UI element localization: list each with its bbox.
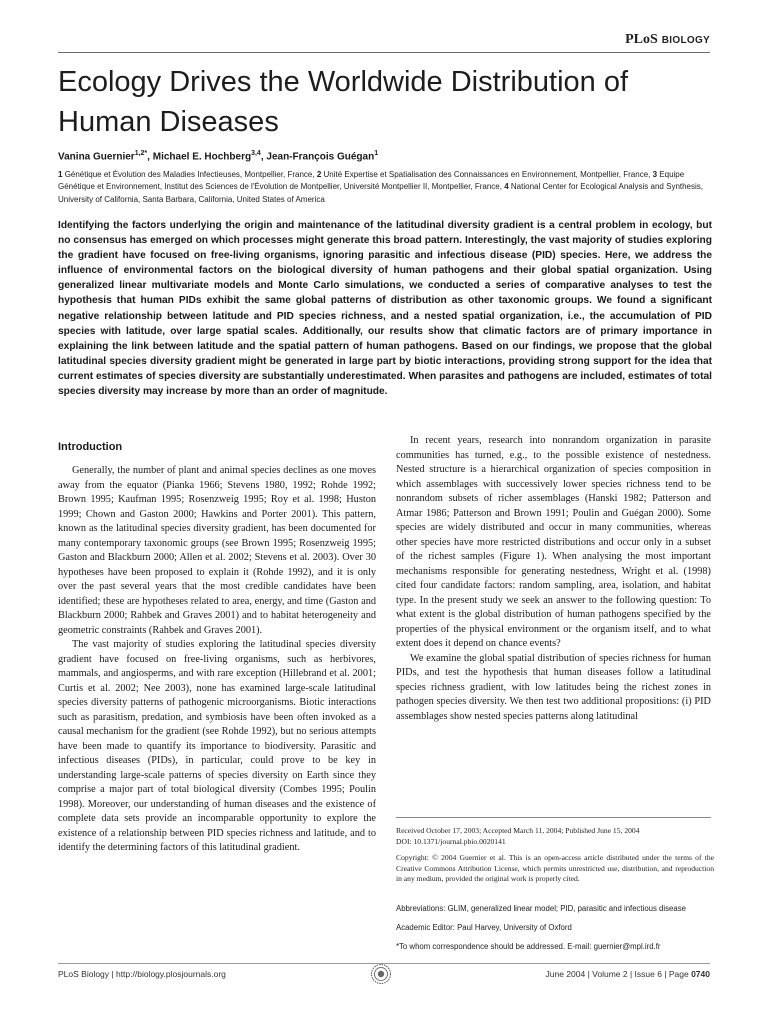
author-separator: , <box>260 151 267 163</box>
correspondence: *To whom correspondence should be addressed. E-mail: guernier@mpl.ird.fr <box>396 942 661 951</box>
affiliation-number: 1 <box>58 170 63 179</box>
footer-citation <box>546 968 710 980</box>
affiliation-number: 3 <box>652 170 658 179</box>
article-title: Ecology Drives the Worldwide Distribution of Human Diseases <box>58 66 629 138</box>
author-list <box>58 147 708 164</box>
plos-seal-icon <box>370 963 392 985</box>
body-paragraph: We examine the global spatial distribution of species richness for human PIDs, and test the hypothesis that human diseases follow a latitudinal species richness gradient, with low latitudes being the richest zones in pathogen species diversity. We then test two additional propositions: (i) PID assemblages show nested species patterns along latitudinal <box>396 652 711 722</box>
author-affiliation-marker: 1,2* <box>134 150 148 157</box>
affiliation-number: 2 <box>316 170 322 179</box>
header-divider <box>58 52 710 53</box>
article-history <box>396 826 714 847</box>
abstract: Identifying the factors underlying the origin and maintenance of the latitudinal diversity gradient is a central problem in ecology, but no consensus has emerged on which processes might generate this broad pattern. Interestingly, the vast majority of studies exploring the gradient have focused on free-living organisms, ignoring parasitic and infectious disease (PID) species. Here, we address the influence of environmental factors on the biological diversity of human pathogens and their global spatial organization. Using generalized linear multivariate models and Monte Carlo simulations, we conducted a series of comparative analyses to test the hypothesis that human PIDs exhibit the same global patterns of distribution as other taxonomic groups. We found a significant negative relationship between latitude and PID species richness, and a nested spatial organization, i.e., the accumulation of PID species with latitude, over large spatial scales. Additionally, our results show that climatic factors are of primary importance in explaining the link between latitude and the spatial pattern of human pathogens. Based on our findings, we propose that the global latitudinal species diversity gradient might be generated in large part by biotic interactions, providing strong support for the idea that current estimates of species diversity are substantially underestimated. When parasites and pathogens are included, estimates of total species diversity may increase by more than an order of magnitude. <box>58 220 712 398</box>
affiliation-text: Génétique et Évolution des Maladies Infectieuses, Montpellier, France, <box>64 170 315 179</box>
body-paragraph: In recent years, research into nonrandom organization in parasite communities has turned, e.g., to the possible existence of nestedness. Nested structure is a hierarchical organization of species composition in which assemblages with successively lower species richness tend to be nonrandom subsets of richer assemblages (Hanski 1982; Patterson and Atmar 1986; Patterson and Brown 1991; Poulin and Guégan 2000). Some species are widely distributed and occur in many communities, whereas other species have more restricted distributions and occur only in a subset of the richest samples (Figure 1). When analysing the most important mechanisms responsible for generating nestedness, Wright et al. (1998) cited four candidate factors: random sampling, area, isolation, and habitat type. In the present study we seek an answer to the following question: To what extent is the global distribution of human pathogens specified by the properties of the physical environment or the organism itself, and to what extent does it depend on chance events? <box>396 435 711 649</box>
author-name: Vanina Guernier <box>58 151 135 163</box>
author-name: Jean-François Guégan <box>266 151 375 163</box>
affiliation-number: 4 <box>504 182 509 192</box>
received-dates: Received October 17, 2003; Accepted March 11, 2004; Published June 15, 2004 <box>396 826 640 835</box>
author-affiliation-marker: 3,4 <box>251 150 261 157</box>
academic-editor: Academic Editor: Paul Harvey, University of Oxford <box>396 923 572 932</box>
affiliation-text: Equipe Génétique et Environnement, Institut des Sciences de l'Évolution de Montpellier, Université Montpellier II, Montpellier, France, <box>58 170 685 192</box>
author-separator: , <box>147 151 153 163</box>
body-paragraph: Generally, the number of plant and animal species declines as one moves away from the equator (Pianka 1966; Stevens 1980, 1992; Rohde 1992; Brown 1995; Kaufman 1995; Rosenzweig 1995; Roy et al. 1998; Huston 1999; Chown and Gaston 2000; Hawkins and Porter 2001). This pattern, known as the latitudinal species diversity gradient, has been documented for many contemporary taxonomic groups (see Brown 1995; Rosenzweig 1995; Gaston and Blackburn 2000; Allen et al. 2002; Stevens et al. 2003). Over 30 hypotheses have been proposed to explain it (Rohde 1992), and it is only over the past several years that the most credible candidates have been identified; these are hypotheses related to area, energy, and time (Gaston and Blackburn 2000; Rahbek and Graves 2001) and to habitat heterogeneity and geometric constraints (Rahbek and Graves 2001). <box>58 465 376 636</box>
footer-journal-url[interactable]: PLoS Biology | http://biology.plosjournals.org <box>58 969 226 979</box>
section-heading-introduction: Introduction <box>58 441 123 453</box>
metadata-divider <box>396 817 711 818</box>
doi[interactable]: DOI: 10.1371/journal.pbio.0020141 <box>396 836 506 846</box>
affiliation-list <box>58 169 714 206</box>
author-affiliation-marker: 1 <box>374 150 379 157</box>
abbreviations: Abbreviations: GLIM, generalized linear model; PID, parasitic and infectious disease <box>396 904 686 913</box>
journal-name-plos: PLoS <box>625 32 658 47</box>
left-column <box>58 440 376 856</box>
copyright-notice: Copyright: © 2004 Guernier et al. This is an open-access article distributed under the terms of the Creative Commons Attribution License, which permits unrestricted use, distribution, and reproduction in any medium, provided the original work is properly cited. <box>396 853 714 884</box>
affiliation-text: National Center for Ecological Analysis and Synthesis, University of California, Santa Barbara, California, United States of America <box>58 182 704 204</box>
affiliation-text: Unité Expertise et Spatialisation des Connaissances en Environnement, Montpellier, France, <box>323 170 651 179</box>
body-paragraph: The vast majority of studies exploring the latitudinal species diversity gradient have focused on free-living organisms, such as herbivores, mammals, and angiosperms, and with rare exception (Hillebrand et al. 2001; Curtis et al. 2002; Nee 2003), none has examined large-scale latitudinal species diversity patterns of pathogenic microorganisms. Biotic interactions such as parasitism, predation, and symbiosis have been often invoked as a causal mechanism for the gradient (see Rohde 1992), but no serious attempts have been made to quantify its importance to biodiversity. Parasitic and infectious diseases (PIDs), in particular, could prove to be key in understanding large-scale patterns of species diversity on Earth since they comprise a major part of total biological diversity (Combes 1995; Poulin 1998). Moreover, our understanding of human diseases and the existence of complete data sets provide an incomparable opportunity to explore the existence of a relationship between PID species richness and latitude, and to identify the determining factors of this latitudinal gradient. <box>58 639 376 853</box>
right-column <box>396 434 711 724</box>
footer-issue-info: June 2004 | Volume 2 | Issue 6 | Page <box>545 969 692 979</box>
journal-logo <box>625 32 710 48</box>
journal-name-biology: BIOLOGY <box>661 35 710 46</box>
footer-page-number: 0740 <box>691 969 710 979</box>
author-name: Michael E. Hochberg <box>152 151 252 163</box>
